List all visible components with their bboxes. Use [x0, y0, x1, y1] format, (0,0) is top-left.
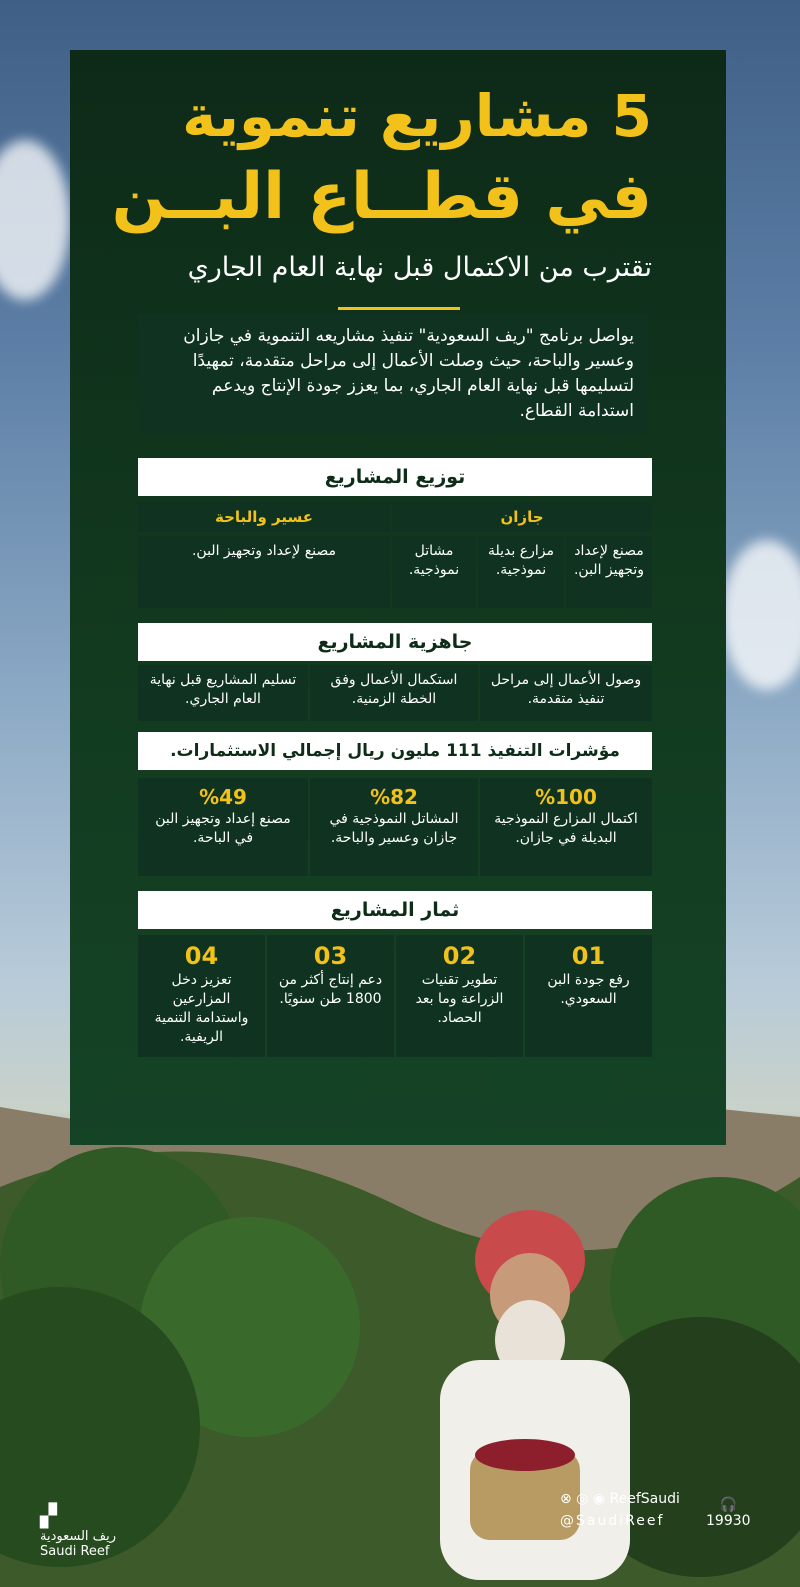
handle-2: @SaudiReef [560, 1513, 665, 1529]
fruit-4 [138, 935, 265, 1057]
readiness-item-1: وصول الأعمال إلى مراحل تنفيذ متقدمة. [480, 665, 652, 721]
indicator-1 [480, 778, 652, 876]
fruit-3-text: دعم إنتاج أكثر من 1800 طن سنويًا. [278, 972, 383, 1007]
phone-text: 19930 [706, 1513, 751, 1529]
phone-number [706, 1497, 751, 1529]
readiness-item-2: استكمال الأعمال وفق الخطة الزمنية. [310, 665, 478, 721]
indicator-3 [138, 778, 308, 876]
indicator-3-text: مصنع إعداد وتجهيز البن في الباحة. [155, 811, 291, 846]
indicator-2 [310, 778, 478, 876]
saudi-reef-logo [40, 1504, 116, 1559]
indicator-3-pct: %49 [199, 785, 247, 809]
indicator-2-text: المشاتل النموذجية في جازان وعسير والباحة. [329, 811, 459, 846]
divider [338, 307, 460, 310]
indicator-1-pct: %100 [535, 785, 597, 809]
indicator-2-pct: %82 [370, 785, 418, 809]
headset-icon: 🎧 [719, 1497, 737, 1513]
subtitle: تقترب من الاكتمال قبل نهاية العام الجاري [187, 252, 652, 283]
fruit-1-text: رفع جودة البن السعودي. [547, 972, 630, 1007]
jazan-header: جازان [392, 502, 652, 532]
fruit-2-num: 02 [442, 942, 477, 970]
fruit-3-num: 03 [313, 942, 348, 970]
fruit-1 [525, 935, 652, 1057]
title-line2: في قطــاع البــن [111, 160, 652, 234]
fruit-1-num: 01 [571, 942, 606, 970]
social-handle-1 [560, 1491, 680, 1507]
jazan-item-2: مزارع بديلة نموذجية. [478, 536, 564, 608]
indicator-1-text: اكتمال المزارع النموذجية البديلة في جازان. [494, 811, 638, 846]
jazan-item-3: مشاتل نموذجية. [392, 536, 476, 608]
fruits-title: ثمار المشاريع [138, 891, 652, 929]
readiness-item-3: تسليم المشاريع قبل نهاية العام الجاري. [138, 665, 308, 721]
asir-header: عسير والباحة [138, 502, 390, 532]
asir-item: مصنع لإعداد وتجهيز البن. [138, 536, 390, 608]
indicators-title: مؤشرات التنفيذ 111 مليون ريال إجمالي الاستثمارات. [138, 732, 652, 770]
logo-arabic: ريف السعودية [40, 1529, 117, 1544]
distribution-title: توزيع المشاريع [138, 458, 652, 496]
fruit-4-num: 04 [184, 942, 219, 970]
jazan-item-1: مصنع لإعداد وتجهيز البن. [566, 536, 652, 608]
fruit-4-text: تعزيز دخل المزارعين واستدامة التنمية الريفية. [154, 972, 249, 1045]
social-icons: ⊗ ◎ ◉ [560, 1491, 610, 1507]
fruit-2-text: تطوير تقنيات الزراعة وما بعد الحصاد. [415, 972, 504, 1026]
logo-icon: ▞ [40, 1504, 57, 1529]
handle-1: ReefSaudi [609, 1491, 680, 1507]
fruit-3 [267, 935, 394, 1057]
intro-text: يواصل برنامج "ريف السعودية" تنفيذ مشاريعه التنموية في جازان وعسير والباحة، حيث وصلت الأعمال إلى مراحل متقدمة، تمهيدًا لتسليمها قبل نهاية العام الجاري، بما يعزز جودة الإنتاج ويدعم استدامة القطاع. [138, 314, 648, 434]
fruit-2 [396, 935, 523, 1057]
readiness-title: جاهزية المشاريع [138, 623, 652, 661]
title-line1: 5 مشاريع تنموية [182, 82, 652, 150]
logo-english: Saudi Reef [40, 1544, 110, 1559]
